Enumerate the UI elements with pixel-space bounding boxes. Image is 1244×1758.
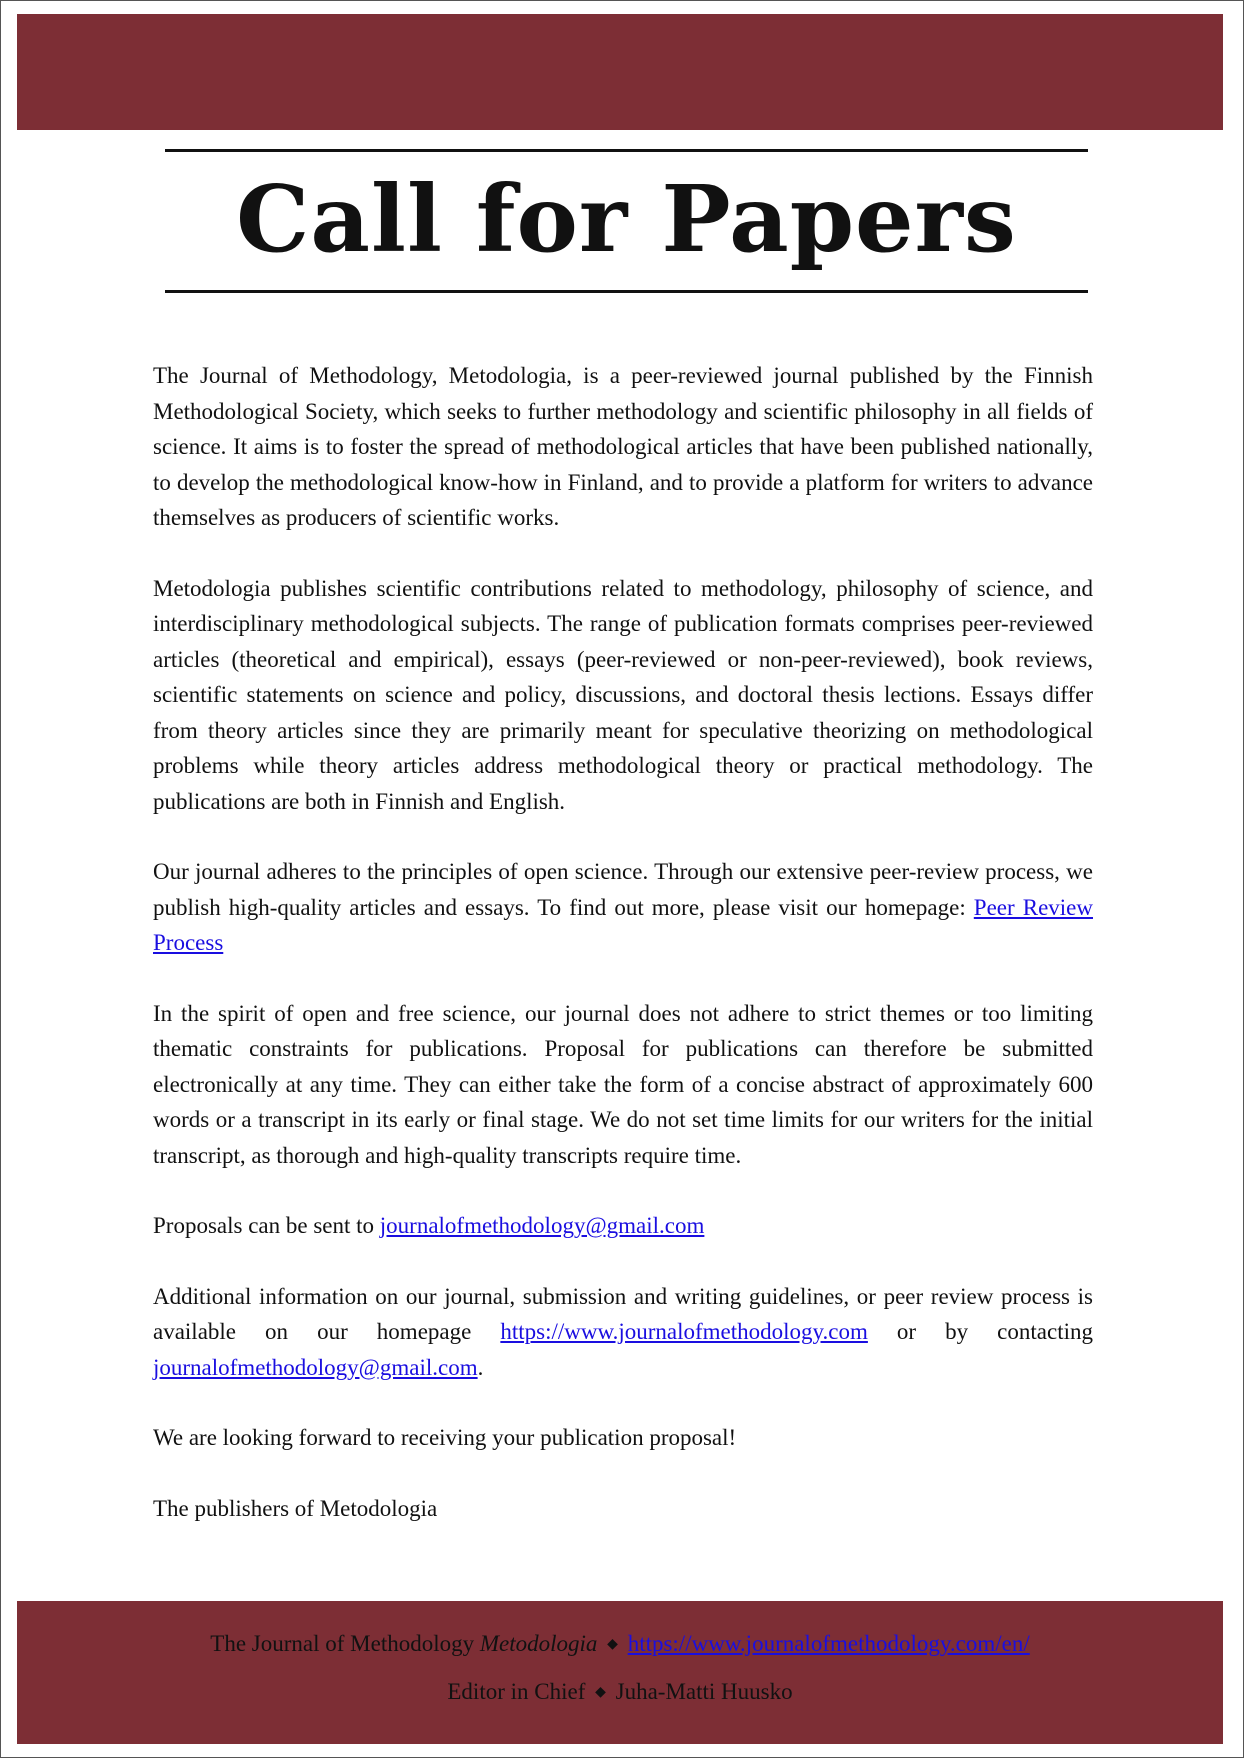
diamond-icon: ◆ [607, 1637, 618, 1652]
footer-editor-name: Juha-Matti Huusko [615, 1679, 793, 1704]
top-banner [17, 14, 1223, 130]
homepage-link[interactable]: https://www.journalofmethodology.com [500, 1319, 868, 1344]
title-block [165, 149, 1088, 293]
peer-review-link[interactable]: Peer Review Process [153, 894, 1093, 955]
submission-paragraph: In the spirit of open and free science, our journal does not adhere to strict themes or too limiting thematic constraints for publications. Proposal for publications can therefore be submitted electronically at any time. They can either take the form of a concise abstract of approximately 600 words or a transcript in its early or final stage. We do not set time limits for our writers for the initial transcript, as thorough and high-quality transcripts require time. [153, 1000, 1093, 1168]
footer-editor-label: Editor in Chief [447, 1679, 586, 1704]
contact-email-link[interactable]: journalofmethodology@gmail.com [153, 1354, 478, 1380]
footer-journal-name: The Journal of Methodology [210, 1631, 480, 1656]
scope-paragraph: Metodologia publishes scientific contributions related to methodology, philosophy of science, and interdisciplinary methodological subjects. The range of publication formats comprises peer-reviewed articles (theoretical and empirical), essays (peer-reviewed or non-peer-reviewed), book reviews, scientific statements on science and policy, discussions, and doctoral thesis lections. Essays differ from theory articles since they are primarily meant for speculative theorizing on methodological problems while theory articles address methodological theory or practical methodology. The publications are both in Finnish and English. [153, 575, 1093, 814]
body-content [153, 358, 1093, 1561]
page-title: Call for Papers [236, 165, 1017, 273]
footer-journal-line [17, 1631, 1223, 1657]
period-text: . [477, 1354, 484, 1380]
footer-journal-italic: Metodologia [479, 1631, 598, 1656]
diamond-icon: ◆ [595, 1685, 606, 1700]
closing-paragraph: We are looking forward to receiving your publication proposal! [153, 1425, 737, 1450]
open-science-paragraph [153, 854, 1093, 961]
signature: The publishers of Metodologia [153, 1495, 438, 1521]
proposal-paragraph [153, 1208, 1093, 1244]
footer-editor-line [17, 1679, 1223, 1705]
open-science-text: Our journal adheres to the principles of open science. Through our extensive peer-review process, we publish high-quality articles and essays. To find out more, please visit our homepage: [153, 859, 1093, 920]
additional-info-text: Additional information on our journal, submission and writing guidelines, or peer review process is available on our homepage [153, 1283, 1093, 1344]
additional-info-paragraph [153, 1279, 1093, 1386]
intro-paragraph: The Journal of Methodology, Metodologia, is a peer-reviewed journal published by the Finnish Methodological Society, which seeks to further methodology and scientific philosophy in all fields of science. It aims is to foster the spread of methodological articles that have been published nationally, to develop the methodological know-how in Finland, and to provide a platform for writers to advance themselves as producers of scientific works. [153, 363, 1093, 530]
footer [17, 1601, 1223, 1744]
proposal-text: Proposals can be sent to [153, 1213, 380, 1238]
footer-url-link[interactable]: https://www.journalofmethodology.com/en/ [627, 1631, 1030, 1656]
contact-text: or by contacting [867, 1319, 1093, 1344]
email-link[interactable]: journalofmethodology@gmail.com [379, 1213, 705, 1238]
